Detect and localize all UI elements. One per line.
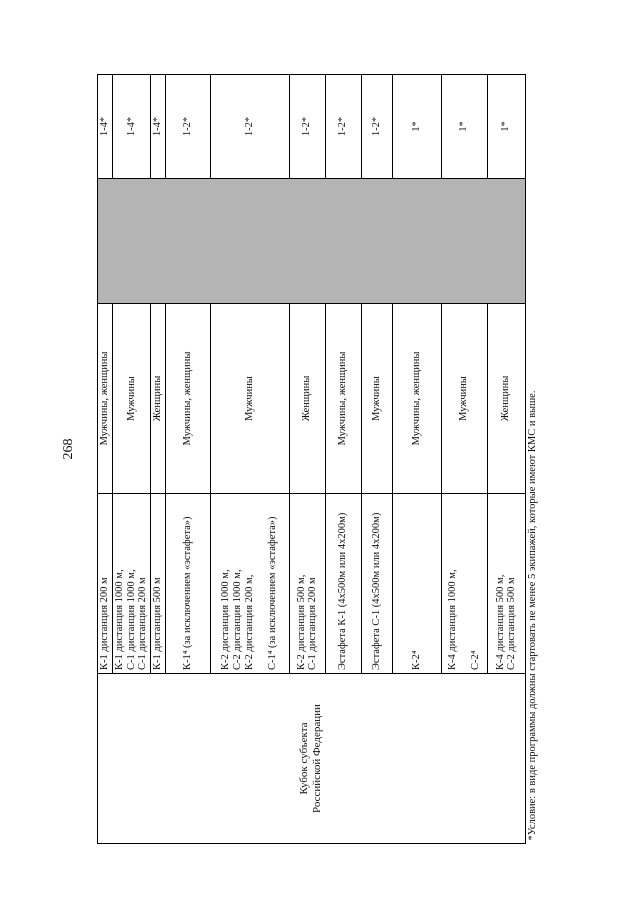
discipline-cell [112, 494, 150, 674]
table-wrapper [97, 75, 538, 844]
discipline-line: К-2 дистанция 200 м, [243, 574, 255, 670]
discipline-line [256, 497, 268, 670]
discipline-line: С-1 дистанция 1000 м, [125, 569, 137, 670]
discipline-line: С-1 дистанция 200 м [137, 577, 149, 670]
discipline-line: С-2 дистанция 1000 м, [232, 569, 244, 670]
gender-cell: Мужчины, женщины [325, 304, 361, 494]
discipline-line: С-2⁴ [470, 650, 482, 670]
age-cell: 1-2* [289, 75, 325, 179]
discipline-cell [165, 494, 210, 674]
discipline-line: К-4 дистанция 500 м, [494, 574, 506, 670]
age-cell: 1* [441, 75, 487, 179]
competition-name-line: Российской Федерации [311, 704, 324, 813]
age-cell: 1-4* [98, 75, 113, 179]
age-cell: 1-2* [210, 75, 289, 179]
gender-cell: Мужчины, женщины [98, 304, 113, 494]
discipline-line: Эстафета С-1 (4х500м или 4х200м) [370, 512, 382, 670]
discipline-cell [289, 494, 325, 674]
discipline-cell [98, 494, 113, 674]
competition-table [97, 74, 540, 844]
age-cell: 1-2* [165, 75, 210, 179]
discipline-line: К-2⁴ [410, 650, 422, 670]
rotated-table-container [97, 75, 538, 844]
gender-cell: Мужчины, женщины [165, 304, 210, 494]
discipline-line: К-1 дистанция 500 м [152, 577, 163, 670]
discipline-line: С-1⁴ (за исключением «эстафета») [267, 516, 279, 670]
gender-cell: Женщины [289, 304, 325, 494]
discipline-cell [151, 494, 166, 674]
discipline-line: К-1⁴ (за исключением «эстафета») [181, 516, 193, 670]
age-cell: 1-2* [325, 75, 361, 179]
discipline-cell [210, 494, 289, 674]
gender-cell: Мужчины [441, 304, 487, 494]
gender-cell: Мужчины [112, 304, 150, 494]
discipline-line: К-1 дистанция 200 м [99, 577, 110, 670]
footnote: *Условие: в виде программы должны стартовать не менее 5 экипажей, которые имеют КМС и выше. [525, 75, 540, 844]
discipline-line: С-2 дистанция 500 м [506, 577, 518, 670]
discipline-line: К-4 дистанция 1000 м, [446, 569, 458, 670]
gender-cell: Мужчины [210, 304, 289, 494]
discipline-line: Эстафета К-1 (4х500м или 4х200м) [337, 512, 349, 670]
discipline-cell [392, 494, 441, 674]
shaded-cell [98, 179, 526, 304]
page-number: 268 [61, 438, 76, 460]
discipline-line: К-2 дистанция 500 м, [295, 574, 307, 670]
table-row [525, 75, 540, 844]
age-cell: 1* [392, 75, 441, 179]
discipline-line: К-2 дистанция 1000 м, [220, 569, 232, 670]
table-row [98, 75, 113, 844]
discipline-cell [441, 494, 487, 674]
age-cell: 1* [487, 75, 525, 179]
discipline-line: К-1 дистанция 1000 м, [113, 569, 125, 670]
discipline-cell [325, 494, 361, 674]
age-cell: 1-2* [361, 75, 392, 179]
age-cell: 1-4* [112, 75, 150, 179]
discipline-cell [487, 494, 525, 674]
discipline-line: С-1 дистанция 200 м [307, 577, 319, 670]
gender-cell: Мужчины, женщины [392, 304, 441, 494]
competition-name-line: Кубок субъекта [297, 722, 310, 795]
age-cell: 1-4* [151, 75, 166, 179]
gender-cell: Женщины [151, 304, 166, 494]
gender-cell: Мужчины [361, 304, 392, 494]
discipline-line [458, 497, 470, 670]
gender-cell: Женщины [487, 304, 525, 494]
competition-name-cell [98, 674, 526, 844]
discipline-cell [361, 494, 392, 674]
